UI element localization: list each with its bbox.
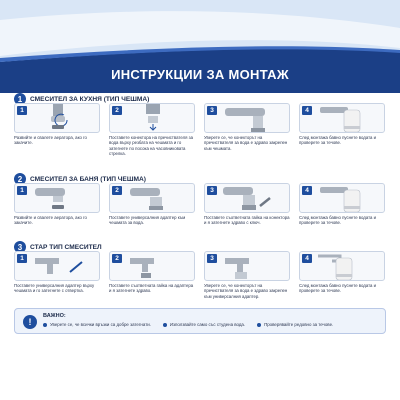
step-number: 1: [17, 254, 27, 263]
step-card: [14, 103, 100, 146]
tip-text: Уверете се, че всички връзки са добре затегнати.: [50, 322, 151, 327]
nut-tighten-icon: [205, 184, 290, 213]
step-illustration: [299, 103, 385, 133]
step-card: [299, 103, 385, 146]
nut-attach-icon: [110, 252, 195, 281]
step-illustration: [14, 251, 100, 281]
step-card: [299, 183, 385, 226]
step-text: След монтажа бавно пуснете водата и проверете за течове.: [299, 135, 377, 146]
section-number: 3: [14, 241, 26, 253]
step-illustration: [204, 103, 290, 133]
section-title: СТАР ТИП СМЕСИТЕЛ: [30, 243, 102, 251]
step-illustration: [299, 183, 385, 213]
step-number: 3: [207, 186, 217, 195]
bullet-icon: [257, 323, 261, 327]
section-title: СМЕСИТЕЛ ЗА КУХНЯ (ТИП ЧЕШМА): [30, 95, 150, 103]
connector-secured-icon: [205, 104, 290, 133]
step-illustration: [109, 183, 195, 213]
important-title: ВАЖНО:: [43, 313, 66, 319]
step-text: След монтажа бавно пуснете водата и проверете за течове.: [299, 215, 377, 226]
step-card: [14, 251, 100, 294]
step-card: [204, 103, 290, 151]
step-text: Развийте и свалете аератора, ако го закачите.: [14, 135, 87, 146]
connector-secured-icon: [205, 252, 290, 281]
step-number: 2: [112, 106, 122, 115]
screwdriver-icon: [15, 252, 100, 281]
step-text: Уверете се, че конекторът на пречиствателя за вода е здраво закрепен към универсалния адаптер.: [204, 283, 288, 299]
tip-text: Проверявайте редовно за течове.: [264, 322, 334, 327]
step-illustration: [109, 103, 195, 133]
step-illustration: [204, 183, 290, 213]
step-text: Поставете съответната гайка на конектора и я затегнете здраво с ключ.: [204, 215, 290, 226]
step-text: Поставете универсалния адаптер върху чешмата и го затегнете с отвертка.: [14, 283, 95, 294]
step-card: [109, 251, 195, 294]
page-title: ИНСТРУКЦИИ ЗА МОНТАЖ: [111, 67, 289, 82]
water-filter-icon: [300, 252, 385, 281]
step-text: След монтажа бавно пуснете водата и проверете за течове.: [299, 283, 377, 294]
adapter-attach-icon: [110, 184, 195, 213]
step-text: Развийте и свалете аератора, ако го закачите.: [14, 215, 87, 226]
step-number: 4: [302, 254, 312, 263]
water-filter-icon: [300, 104, 385, 133]
connector-attach-icon: [110, 104, 195, 133]
section-number: 2: [14, 173, 26, 185]
step-text: Поставете конектора на пречиствателя за вода върху резбата на чешмата и го затегнете по посока на часовниковата стрелка.: [109, 135, 193, 156]
step-card: [299, 251, 385, 294]
step-number: 4: [302, 106, 312, 115]
step-number: 1: [17, 186, 27, 195]
step-illustration: [299, 251, 385, 281]
important-box: [14, 308, 386, 334]
exclamation-icon: !: [23, 315, 37, 329]
tip-item: [43, 322, 151, 327]
section-title: СМЕСИТЕЛ ЗА БАНЯ (ТИП ЧЕШМА): [30, 175, 146, 183]
bullet-icon: [163, 323, 167, 327]
step-illustration: [204, 251, 290, 281]
tip-item: [163, 322, 245, 327]
step-illustration: [14, 183, 100, 213]
step-card: [109, 183, 195, 226]
step-card: [204, 251, 290, 299]
bullet-icon: [43, 323, 47, 327]
step-text: Поставете универсалния адаптер към чешмата за вода.: [109, 215, 186, 226]
tip-text: Използвайте само със студена вода.: [169, 322, 246, 327]
tip-item: [257, 322, 333, 327]
step-number: 2: [112, 186, 122, 195]
aerator-remove-icon: [15, 104, 100, 133]
step-number: 3: [207, 254, 217, 263]
step-card: [109, 103, 195, 156]
tips-list: [43, 322, 333, 327]
step-card: [14, 183, 100, 226]
step-card: [204, 183, 290, 226]
step-illustration: [14, 103, 100, 133]
step-text: Поставете съответната гайка на адаптера и я затегнете здраво.: [109, 283, 194, 294]
step-number: 2: [112, 254, 122, 263]
section-number: 1: [14, 93, 26, 105]
step-illustration: [109, 251, 195, 281]
step-number: 1: [17, 106, 27, 115]
aerator-remove-icon: [15, 184, 100, 213]
water-filter-icon: [300, 184, 385, 213]
step-number: 4: [302, 186, 312, 195]
step-number: 3: [207, 106, 217, 115]
step-text: Уверете се, че конекторът на пречиствателя за вода е здраво закрепен към чешмата.: [204, 135, 288, 151]
header-banner: [0, 0, 400, 93]
